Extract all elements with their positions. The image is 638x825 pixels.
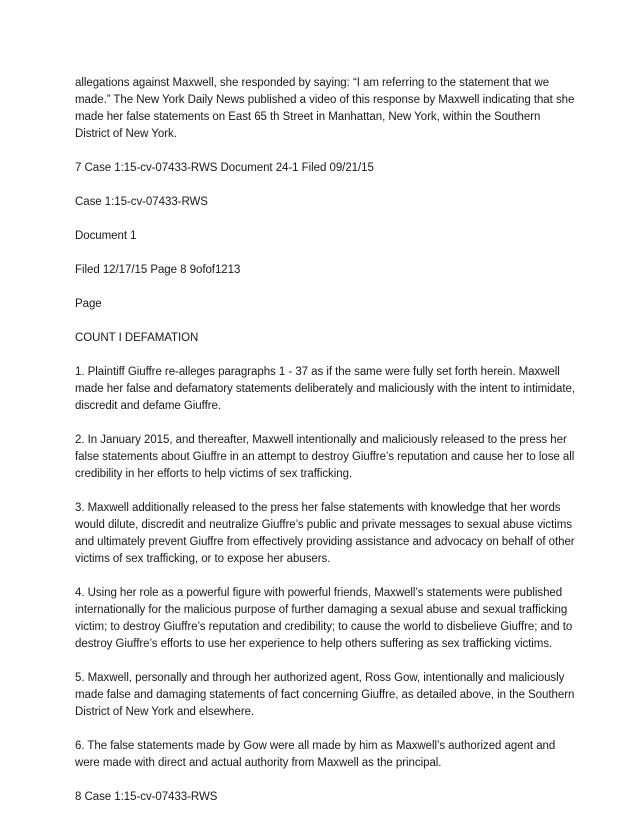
paragraph-6: 6. The false statements made by Gow were all made by him as Maxwell’s authorized agent and were made with direct and actual authority from Maxwell as the principal. [75, 740, 556, 769]
paragraph-continuation: allegations against Maxwell, she responded by saying: “I am referring to the statement that we made.” The New York Daily News published a video of this response by Maxwell indicating that she made her false statements on East 65 th Street in Manhattan, New York, within the Southern District of New York. [75, 77, 575, 140]
filed-page-line: Filed 12/17/15 Page 8 9ofof1213 [75, 264, 241, 276]
count-heading: COUNT I DEFAMATION [75, 332, 199, 344]
paragraph-4: 4. Using her role as a powerful figure with powerful friends, Maxwell’s statements were published internationally for the malicious purpose of further damaging a sexual abuse and sexual trafficking victim; to destroy Giuffre’s reputation and credibility; to cause the world to disbelieve Giuffre; and to destroy Giuffre’s efforts to use her experience to help others suffering as sex trafficking victims. [75, 587, 573, 650]
paragraph-3: 3. Maxwell additionally released to the press her false statements with knowledge that her words would dilute, discredit and neutralize Giuffre’s public and private messages to sexual abuse victims and ultimately prevent Giuffre from effectively providing assistance and advocacy on behalf of other victims of sex trafficking, or to expose her abusers. [75, 502, 575, 565]
paragraph-2: 2. In January 2015, and thereafter, Maxwell intentionally and maliciously released to the press her false statements about Giuffre in an attempt to destroy Giuffre’s reputation and cause her to lose all credibility in her efforts to help victims of sex trafficking. [75, 434, 575, 480]
case-number-line: Case 1:15-cv-07433-RWS [75, 196, 208, 208]
footer-case-line: 8 Case 1:15-cv-07433-RWS [75, 791, 218, 803]
case-header-line: 7 Case 1:15-cv-07433-RWS Document 24-1 Filed 09/21/15 [75, 162, 374, 174]
document-number-line: Document 1 [75, 230, 137, 242]
paragraph-1: 1. Plaintiff Giuffre re-alleges paragraphs 1 - 37 as if the same were fully set forth herein. Maxwell made her false and defamatory statements deliberately and maliciously with the intent to intimidate, discredit and defame Giuffre. [75, 366, 575, 412]
paragraph-5: 5. Maxwell, personally and through her authorized agent, Ross Gow, intentionally and maliciously made false and damaging statements of fact concerning Giuffre, as detailed above, in the Southern District of New York and elsewhere. [75, 672, 575, 718]
page-label-line: Page [75, 298, 102, 310]
